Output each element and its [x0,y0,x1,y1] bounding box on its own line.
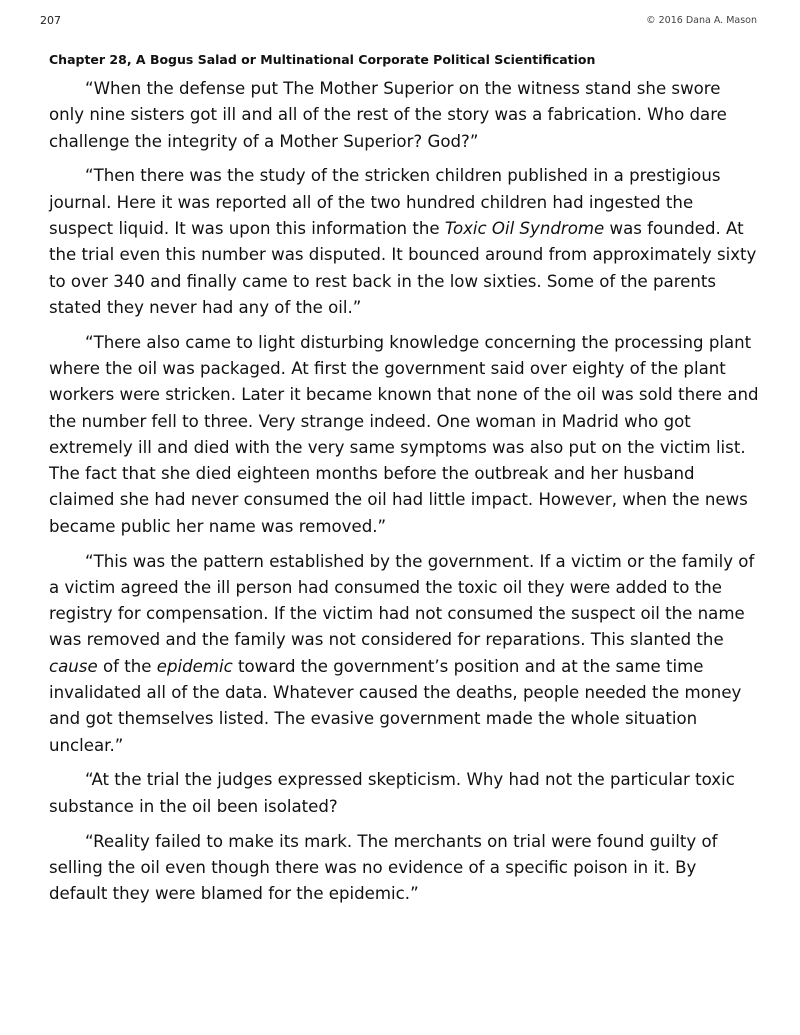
italic-text-run: Toxic Oil Syndrome [444,218,605,238]
paragraph [49,163,759,321]
body-text [49,76,759,916]
paragraph [49,767,759,820]
paragraph [49,549,759,759]
text-run: toward the government’s position and at the same time invalidated all of the data. Whatever caused the deaths, people needed the money and got themselves listed. The evasive government made the whole situation unclear.” [49,656,742,755]
text-run: of the [97,656,157,676]
text-run: “There also came to light disturbing knowledge concerning the processing plant where the oil was packaged. At first the government said over eighty of the plant workers were stricken. Later it became known that none of the oil was sold there and the number fell to three. Very strange indeed. One woman in Madrid who got extremely ill and died with the very same symptoms was also put on the victim list. The fact that she died eighteen months before the outbreak and her husband claimed she had never consumed the oil had little impact. However, when the news became public her name was removed.” [49,332,759,536]
text-run: “At the trial the judges expressed skepticism. Why had not the particular toxic substance in the oil been isolated? [49,770,735,816]
italic-text-run: cause [49,656,98,676]
text-run: was founded. At the trial even this number was disputed. It bounced around from approximately sixty to over 340 and finally came to rest back in the low sixties. Some of the parents stated they never had any of the oil.” [49,218,757,317]
paragraph [49,76,759,155]
paragraph [49,330,759,540]
text-run: “Then there was the study of the stricken children published in a prestigious journal. Here it was reported all of the two hundred children had ingested the suspect liquid. It was upon this information the [49,166,721,238]
text-run: “Reality failed to make its mark. The merchants on trial were found guilty of selling the oil even though there was no evidence of a specific poison in it. By default they were blamed for the epidemic.” [49,831,718,904]
copyright-notice: © 2016 Dana A. Mason [646,15,757,26]
paragraph [49,829,759,908]
page-number: 207 [40,14,61,27]
text-run: “This was the pattern established by the government. If a victim or the family of a victim agreed the ill person had consumed the toxic oil they were added to the registry for compensation. If the victim had not consumed the suspect oil the name was removed and the family was not considered for reparations. This slanted the [49,551,755,650]
chapter-title: Chapter 28, A Bogus Salad or Multinational Corporate Political Scientification [49,52,596,67]
text-run: “When the defense put The Mother Superior on the witness stand she swore only nine sisters got ill and all of the rest of the story was a fabrication. Who dare challenge the integrity of a Mother Superior? God?” [49,79,727,151]
italic-text-run: epidemic [156,656,233,676]
